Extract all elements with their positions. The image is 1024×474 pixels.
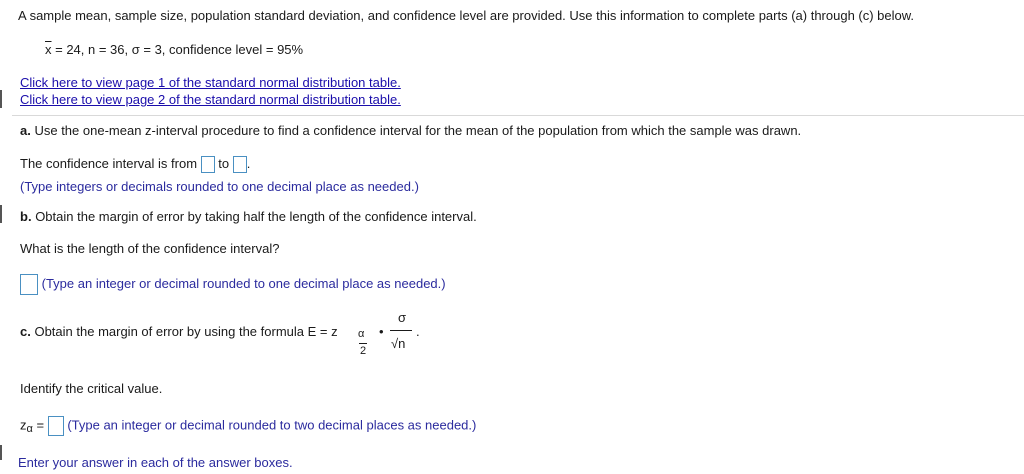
z-label: z: [20, 417, 27, 433]
intro-text: A sample mean, sample size, population standard deviation, and confidence level are provided. Use this information to complete parts (a) through (c) below.: [18, 8, 915, 23]
part-c-text: Obtain the margin of error by using the formula E = z: [34, 324, 338, 339]
part-b-sub-question: What is the length of the confidence interval?: [20, 241, 280, 256]
part-a-answer-row: [20, 156, 250, 173]
part-a-question: [20, 123, 801, 138]
dot-symbol: •: [379, 324, 384, 339]
alpha-fraction-bar: [359, 343, 367, 344]
two-symbol: 2: [360, 345, 367, 357]
sigma-symbol: σ: [397, 310, 407, 325]
ci-length-input[interactable]: [20, 274, 38, 295]
table-page-2-link[interactable]: Click here to view page 2 of the standard normal distribution table.: [20, 92, 401, 107]
critical-value-input[interactable]: [48, 416, 64, 436]
given-values-text: = 24, n = 36, σ = 3, confidence level = 95%: [55, 42, 304, 57]
part-c-sub-question: Identify the critical value.: [20, 381, 163, 396]
part-b-text: Obtain the margin of error by taking half the length of the confidence interval.: [35, 209, 477, 224]
formula-period: .: [416, 324, 420, 339]
footer-instruction: Enter your answer in each of the answer boxes.: [18, 455, 293, 470]
divider: [12, 115, 1024, 116]
xbar-symbol: $\overline{x}$: [45, 42, 52, 57]
ci-upper-input[interactable]: [233, 156, 247, 173]
sqrt-n-symbol: √n: [391, 336, 406, 351]
part-a-answer-suffix: .: [246, 156, 251, 171]
part-b-answer-row: [20, 274, 446, 295]
alpha-symbol: α: [358, 328, 365, 340]
sigma-fraction-bar: [390, 330, 412, 331]
part-a-answer-prefix: The confidence interval is from: [20, 156, 198, 171]
part-a-label: a.: [20, 123, 31, 138]
z-alpha-subscript: α: [26, 423, 33, 436]
part-c-answer-row: [20, 416, 476, 436]
z-equals: =: [36, 417, 45, 433]
part-c-question: [20, 324, 338, 339]
part-b-question: [20, 209, 477, 224]
table-page-1-link[interactable]: Click here to view page 1 of the standard normal distribution table.: [20, 75, 401, 90]
ci-lower-input[interactable]: [201, 156, 215, 173]
part-a-answer-mid: to: [218, 156, 230, 171]
part-b-label: b.: [20, 209, 32, 224]
part-c-label: c.: [20, 324, 31, 339]
part-a-text: Use the one-mean z-interval procedure to find a confidence interval for the mean of the population from which the sample was drawn.: [34, 123, 802, 138]
part-c-hint: (Type an integer or decimal rounded to two decimal places as needed.): [67, 417, 477, 433]
part-a-hint: (Type integers or decimals rounded to one decimal place as needed.): [20, 179, 419, 194]
given-values: [45, 42, 303, 57]
part-b-hint: (Type an integer or decimal rounded to one decimal place as needed.): [41, 275, 446, 291]
